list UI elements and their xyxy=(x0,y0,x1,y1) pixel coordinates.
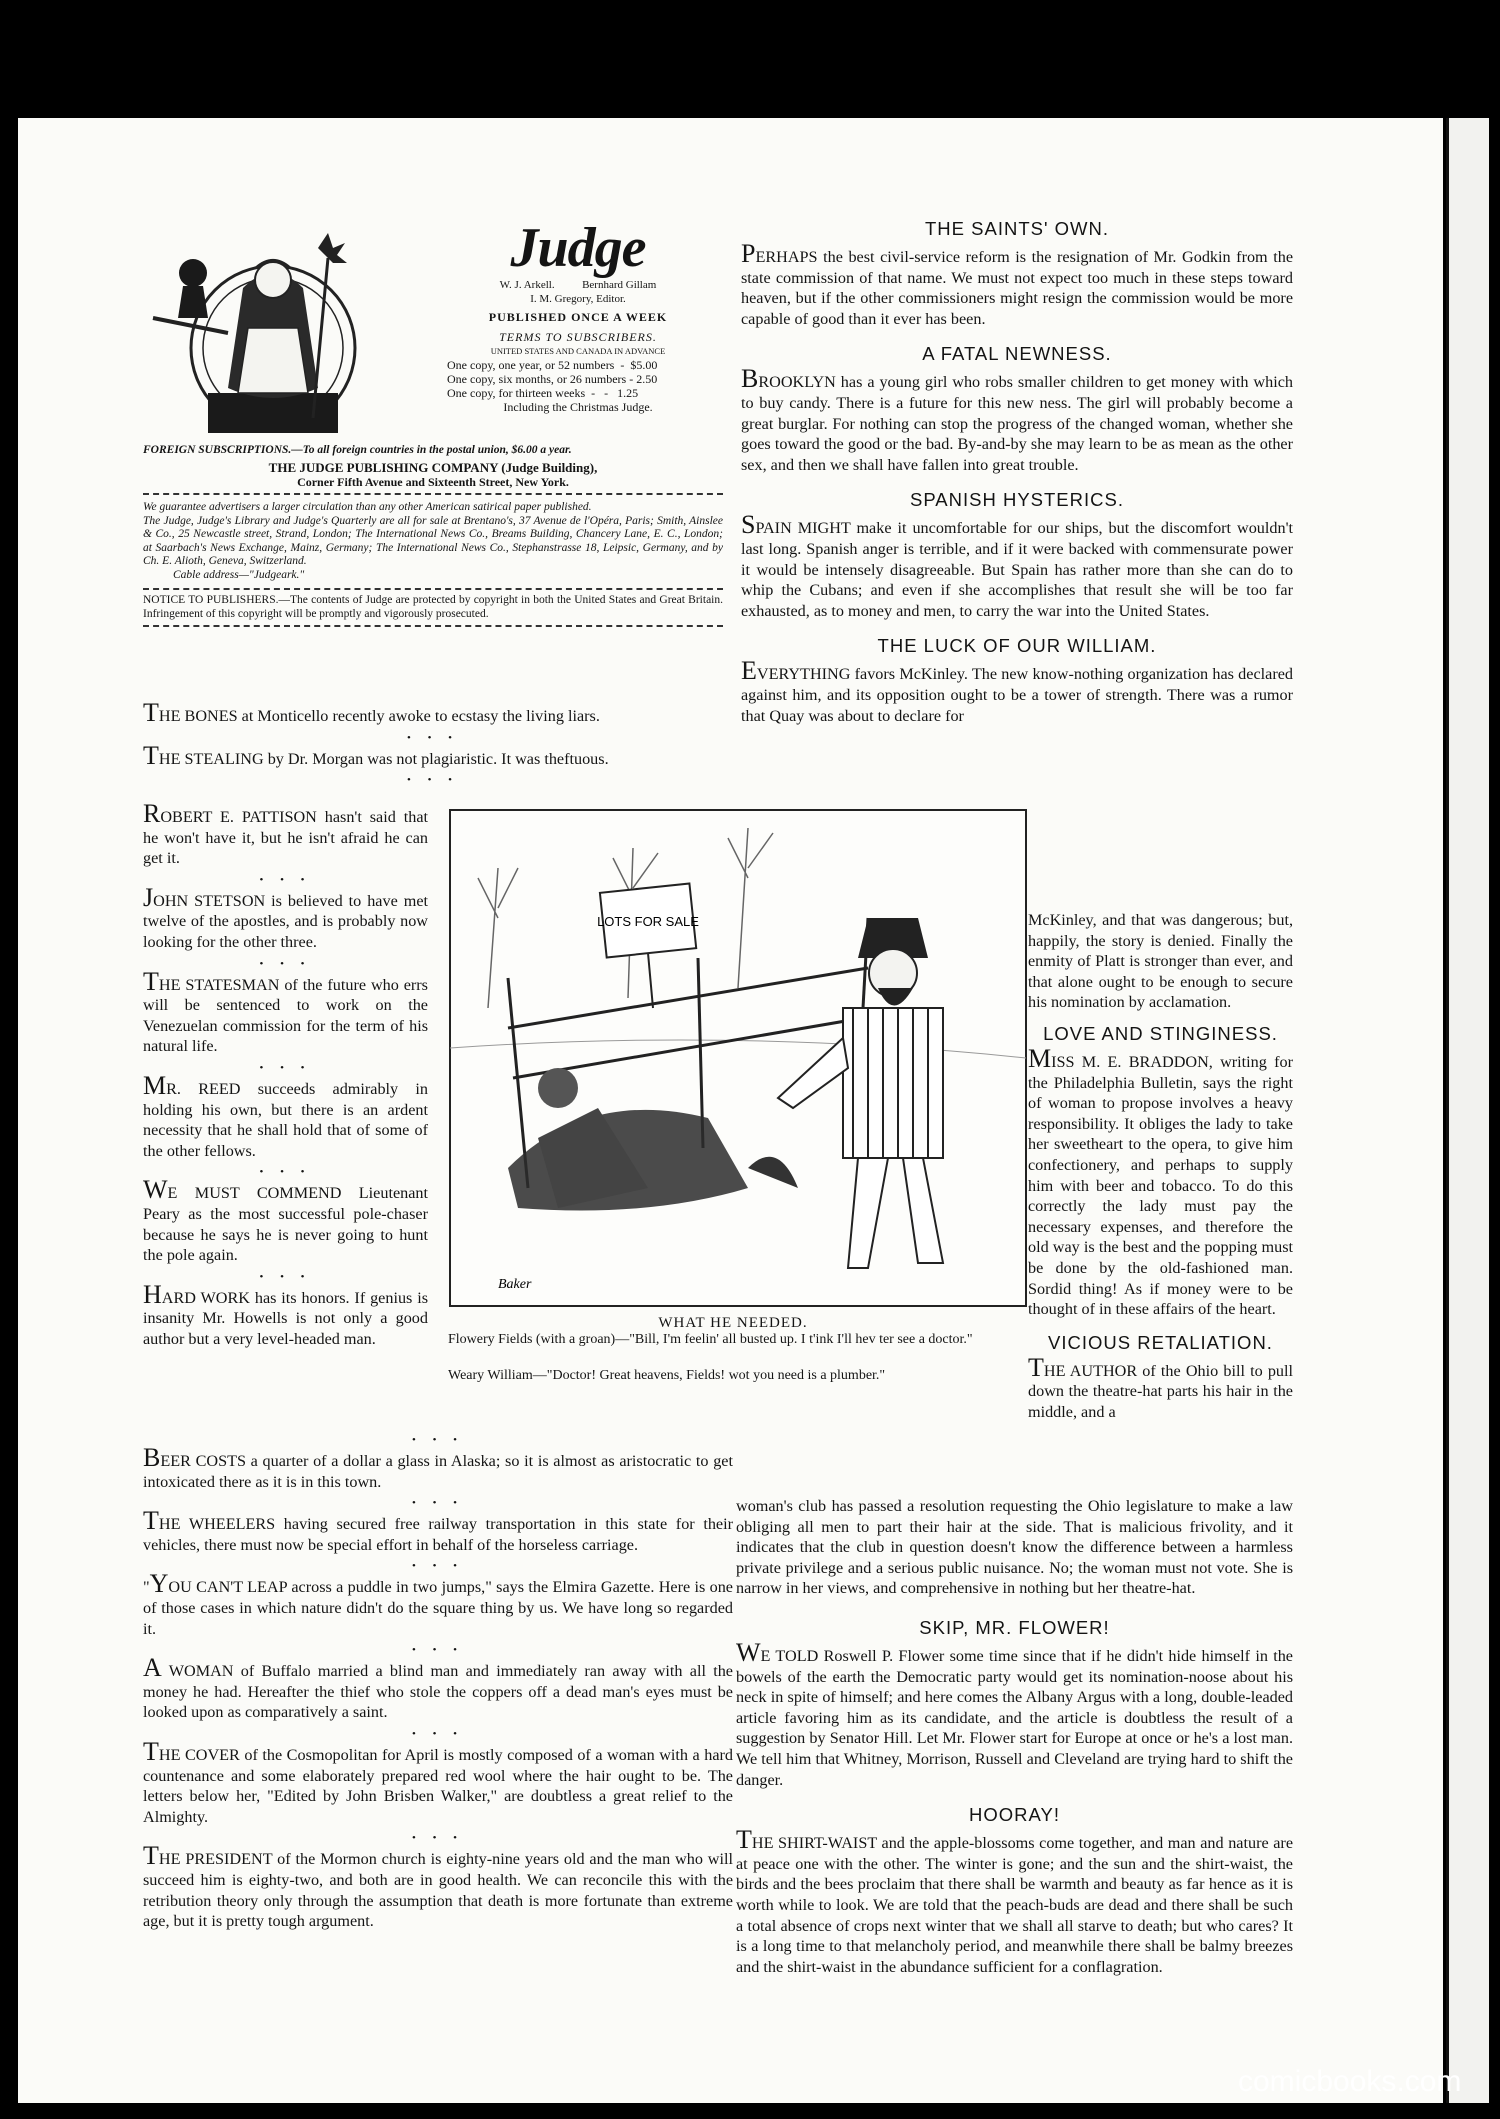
item-peary: WE MUST COMMEND Lieutenant Peary as the most successful pole-chaser because he says he is never going to hunt the pole again. xyxy=(143,1175,428,1265)
separator-dots: • • • xyxy=(259,1166,312,1179)
masthead-lower xyxy=(143,443,723,631)
masthead-editors: W. J. Arkell. Bernhard Gillam xyxy=(499,279,657,291)
item-stealing: THE STEALING by Dr. Morgan was not plagiaristic. It was theftuous. xyxy=(143,740,609,770)
article-love-and-stinginess: MISS M. E. BRADDON, writing for the Philadelphia Bulletin, says the right of woman to propose involves a heavy responsibility. It obliges the lady to take her sweetheart to the opera, to give him confectionery, and perhaps to supply him with beer and tobacco. To do this correctly the lady must pay the necessary expenses, and therefore the old way is the best and the popping must be done by the old-fashioned man. Sordid thing! As if money were to be thought of in these affairs of the heart. xyxy=(1028,1043,1293,1319)
caption-line-2: Weary William—"Doctor! Great heavens, Fields! wot you need is a plumber." xyxy=(448,1368,886,1383)
article-saints-own: PERHAPS the best civil-service reform is the resignation of Mr. Godkin from the state commission of that name. We must not expect too much in these steps toward heaven, but if the other commissioners might resign the commission would be more capable of good than it ever has been. xyxy=(741,239,1293,328)
right-column-top xyxy=(741,218,1293,733)
terms-territory: UNITED STATES AND CANADA IN ADVANCE xyxy=(490,346,666,356)
lots-sign: LOTS FOR SALE xyxy=(597,914,699,929)
item-hard-work: HARD WORK has its honors. If genius is insanity Mr. Howells is not only a good author but a very level-headed man. xyxy=(143,1279,428,1348)
masthead-editor: I. M. Gregory, Editor. xyxy=(530,293,626,305)
notice-to-publishers: NOTICE TO PUBLISHERS.—The contents of Judge are protected by copyright in both the United States and Great Britain. Infringement of this copyright will be promptly and vigorously prosecuted. xyxy=(143,594,723,620)
separator-dots: • • • xyxy=(259,1270,312,1283)
item-stetson: JOHN STETSON is believed to have met twelve of the apostles, and is probably now looking for the other three. xyxy=(143,882,428,951)
separator-dots: • • • xyxy=(411,1832,465,1845)
masthead-mascot-illustration xyxy=(148,218,398,443)
sale-locations: The Judge, Judge's Library and Judge's Quarterly are all for sale at Brentano's, 37 Avenue de l'Opéra, Paris; Smith, Ainslee & Co., 25 Newcastle street, Strand, London; The International News Co., Breams Building, Chancery Lane, E. C., London; at Saarbach's News Exchange, Mainz, Germany; The International News Co., Stephanstrasse 18, Leipsic, Germany, and by Ch. E. Alioth, Geneva, Switzerland. xyxy=(143,514,723,567)
item-cover: THE COVER of the Cosmopolitan for April is mostly composed of a woman with a hard countenance and some elaborately prepared red wool where the hair ought to be. The letters below her, "Edited by John Brisben Walker," are doubtless a great relief to the Almighty. xyxy=(143,1736,733,1826)
article-fatal-newness: BROOKLYN has a young girl who robs smaller children to get money with which to buy candy. There is a future for this new ness. The girl will probably become a great burglar. For nothing can stop the progress of the changed woman, whether she goes toward the good or the bad. By-and-by she may learn to be as mean as the other sex, and then we shall have fallen into great trouble. xyxy=(741,364,1293,474)
heading-luck-of-william: THE LUCK OF OUR WILLIAM. xyxy=(877,635,1157,657)
article-hooray: THE SHIRT-WAIST and the apple-blossoms come together, and man and nature are at peace one with the other. The winter is gone; and the sun and the shirt-waist, the birds and the bees proclaim that there shall be warmth and beauty as far hence as it is worth while to look. We are told that the peach-buds are dead and there shall be such a total absence of crops next winter that we shall all starve to death; but who cares? It is a long time to that melancholy period, and meanwhile there shall be balmy breezes and the shirt-waist in the abundance sufficient for a conflagration. xyxy=(736,1825,1293,1976)
item-statesman: THE STATESMAN of the future who errs will be sentenced to work on the Venezuelan commission for the term of his natural life. xyxy=(143,966,428,1056)
heading-spanish-hysterics: SPANISH HYSTERICS. xyxy=(909,489,1124,511)
caption-title: WHAT HE NEEDED. xyxy=(658,1315,808,1331)
heading-love-and-stinginess: LOVE AND STINGINESS. xyxy=(1043,1022,1278,1044)
adjacent-page-edge xyxy=(1446,118,1489,2103)
terms-heading: TERMS TO SUBSCRIBERS. xyxy=(499,330,657,344)
article-vicious-continued: woman's club has passed a resolution requesting the Ohio legislature to make a law obliging all men to part their hair at the side. That is malicious frivolity, and it indicates that the club in question doesn't know the difference between a harmless private privilege and a serious public nuisance. No; the woman must not vote. She is narrow in her views, and comprehensive in nothing but her theatre-hat. xyxy=(736,1497,1293,1598)
masthead-block xyxy=(413,218,743,414)
heading-saints-own: THE SAINTS' OWN. xyxy=(925,218,1109,239)
publishing-company: THE JUDGE PUBLISHING COMPANY (Judge Building), xyxy=(268,460,598,475)
separator-dots: • • • xyxy=(411,1434,465,1446)
item-president: THE PRESIDENT of the Mormon church is eighty-nine years old and the man who will succeed him is eighty-two, and both are in good health. We can reconcile this with the retribution theory only through the assumption that death is more fortunate than extreme age, but it is pretty tough argument. xyxy=(143,1841,733,1931)
judge-logo: Judge xyxy=(510,217,646,279)
rate-note: Including the Christmas Judge. xyxy=(503,400,653,414)
item-leap: "YOU CAN'T LEAP across a puddle in two jumps," says the Elmira Gazette. Here is one of those cases in which nature didn't do the square thing by us. We have long so regarded it. xyxy=(143,1569,733,1638)
caption-line-1: Flowery Fields (with a groan)—"Bill, I'm feelin' all busted up. I t'ink I'll hev ter see a doctor." xyxy=(448,1332,973,1347)
rate-year: One copy, one year, or 52 numbers - $5.00 xyxy=(447,358,658,372)
rate-thirteen-weeks: One copy, for thirteen weeks - - 1.25 xyxy=(447,386,639,400)
item-bones: THE BONES at Monticello recently awoke to ecstasy the living liars. xyxy=(143,698,600,727)
company-address: Corner Fifth Avenue and Sixteenth Street, New York. xyxy=(297,475,569,489)
separator-dots: • • • xyxy=(411,1497,465,1510)
heading-vicious-retaliation: VICIOUS RETALIATION. xyxy=(1048,1331,1273,1353)
artist-signature: Baker xyxy=(498,1277,532,1292)
item-beer: BEER COSTS a quarter of a dollar a glass in Alaska; so it is almost as aristocratic to get intoxicated there as it is in this town. xyxy=(143,1443,733,1491)
separator-dots: • • • xyxy=(259,957,312,970)
heading-skip-mr-flower: SKIP, MR. FLOWER! xyxy=(919,1616,1110,1638)
site-watermark: comicbooks.com xyxy=(1238,2065,1462,2098)
cable-address: Cable address—"Judgeark." xyxy=(173,568,305,581)
separator-dots: • • • xyxy=(411,1560,465,1573)
item-pattison: ROBERT E. PATTISON hasn't said that he won't have it, but he isn't afraid he can get it. xyxy=(143,799,428,868)
published-weekly: PUBLISHED ONCE A WEEK xyxy=(488,310,668,324)
masthead-divider xyxy=(143,493,723,495)
article-spanish-hysterics: SPAIN MIGHT make it uncomfortable for our ships, but the discomfort wouldn't last long. Spanish anger is terrible, and if it were backed with commensurate power it would be intensely disagreeable. But Spain has rather more than she can do to whip the Cubans; and even if she accomplishes that result she will be too far exhausted, as to money and men, to carry the war into the United States. xyxy=(741,510,1293,620)
heading-fatal-newness: A FATAL NEWNESS. xyxy=(922,343,1112,365)
separator-dots: • • • xyxy=(259,873,312,886)
article-skip-mr-flower: WE TOLD Roswell P. Flower some time since that if he didn't hide himself in the bowels of the earth the Democratic party would get its nomination-noose about his neck in spite of himself; and here comes the Albany Argus with a long, double-leaded article favoring him as its candidate, and the article is doubtless the result of a suggestion by Senator Hill. Let Mr. Flower start for Europe at once or he's a lost man. We tell him that Whitney, Morrison, Russell and Cleveland are trying hard to shift the danger. xyxy=(736,1637,1293,1789)
separator-dots: • • • xyxy=(406,731,460,744)
left-column-lower xyxy=(143,1436,733,1939)
left-column-narrow xyxy=(143,799,428,1356)
right-column-narrow xyxy=(1028,910,1293,1429)
right-column-lower xyxy=(736,1496,1293,1984)
separator-dots: • • • xyxy=(406,774,460,787)
rate-six-months: One copy, six months, or 26 numbers - 2.50 xyxy=(447,372,658,386)
article-vicious-retaliation: THE AUTHOR of the Ohio bill to pull down the theatre-hat parts his hair in the middle, and a xyxy=(1028,1352,1293,1421)
separator-dots: • • • xyxy=(259,1061,312,1074)
left-column-top xyxy=(143,698,723,790)
separator-dots: • • • xyxy=(411,1644,465,1657)
guarantee-note: We guarantee advertisers a larger circulation than any other American satirical paper published. xyxy=(143,501,592,513)
item-reed: MR. REED succeeds admirably in holding his own, but there is an ardent necessity that he shall hold that of some of the other fellows. xyxy=(143,1070,428,1160)
notice-divider-bottom xyxy=(143,625,723,627)
article-luck-continued: McKinley, and that was dangerous; but, happily, the story is denied. Finally the enmity of Platt is stronger than ever, and that alone ought to be enough to secure his nomination by acclamation. xyxy=(1028,911,1293,1012)
notice-divider-top xyxy=(143,588,723,590)
magazine-page xyxy=(18,118,1443,2103)
item-wheelers: THE WHEELERS having secured free railway transportation in this state for their vehicles, there must now be special effort in behalf of the horseless carriage. xyxy=(143,1506,733,1554)
item-woman: A WOMAN of Buffalo married a blind man and immediately ran away with all the money he had. Hereafter the thief who stole the coppers off a dead man's eyes must be looked upon as comparatively a saint. xyxy=(143,1653,733,1722)
heading-hooray: HOORAY! xyxy=(969,1804,1060,1826)
separator-dots: • • • xyxy=(411,1727,465,1740)
cartoon-illustration xyxy=(448,808,1028,1308)
foreign-subscriptions: FOREIGN SUBSCRIPTIONS.—To all foreign countries in the postal union, $6.00 a year. xyxy=(143,444,572,456)
article-luck-of-william: EVERYTHING favors McKinley. The new know-nothing organization has declared against him, and its opposition ought to be a tower of strength. There was a rumor that Quay was about to declare for xyxy=(741,656,1293,725)
